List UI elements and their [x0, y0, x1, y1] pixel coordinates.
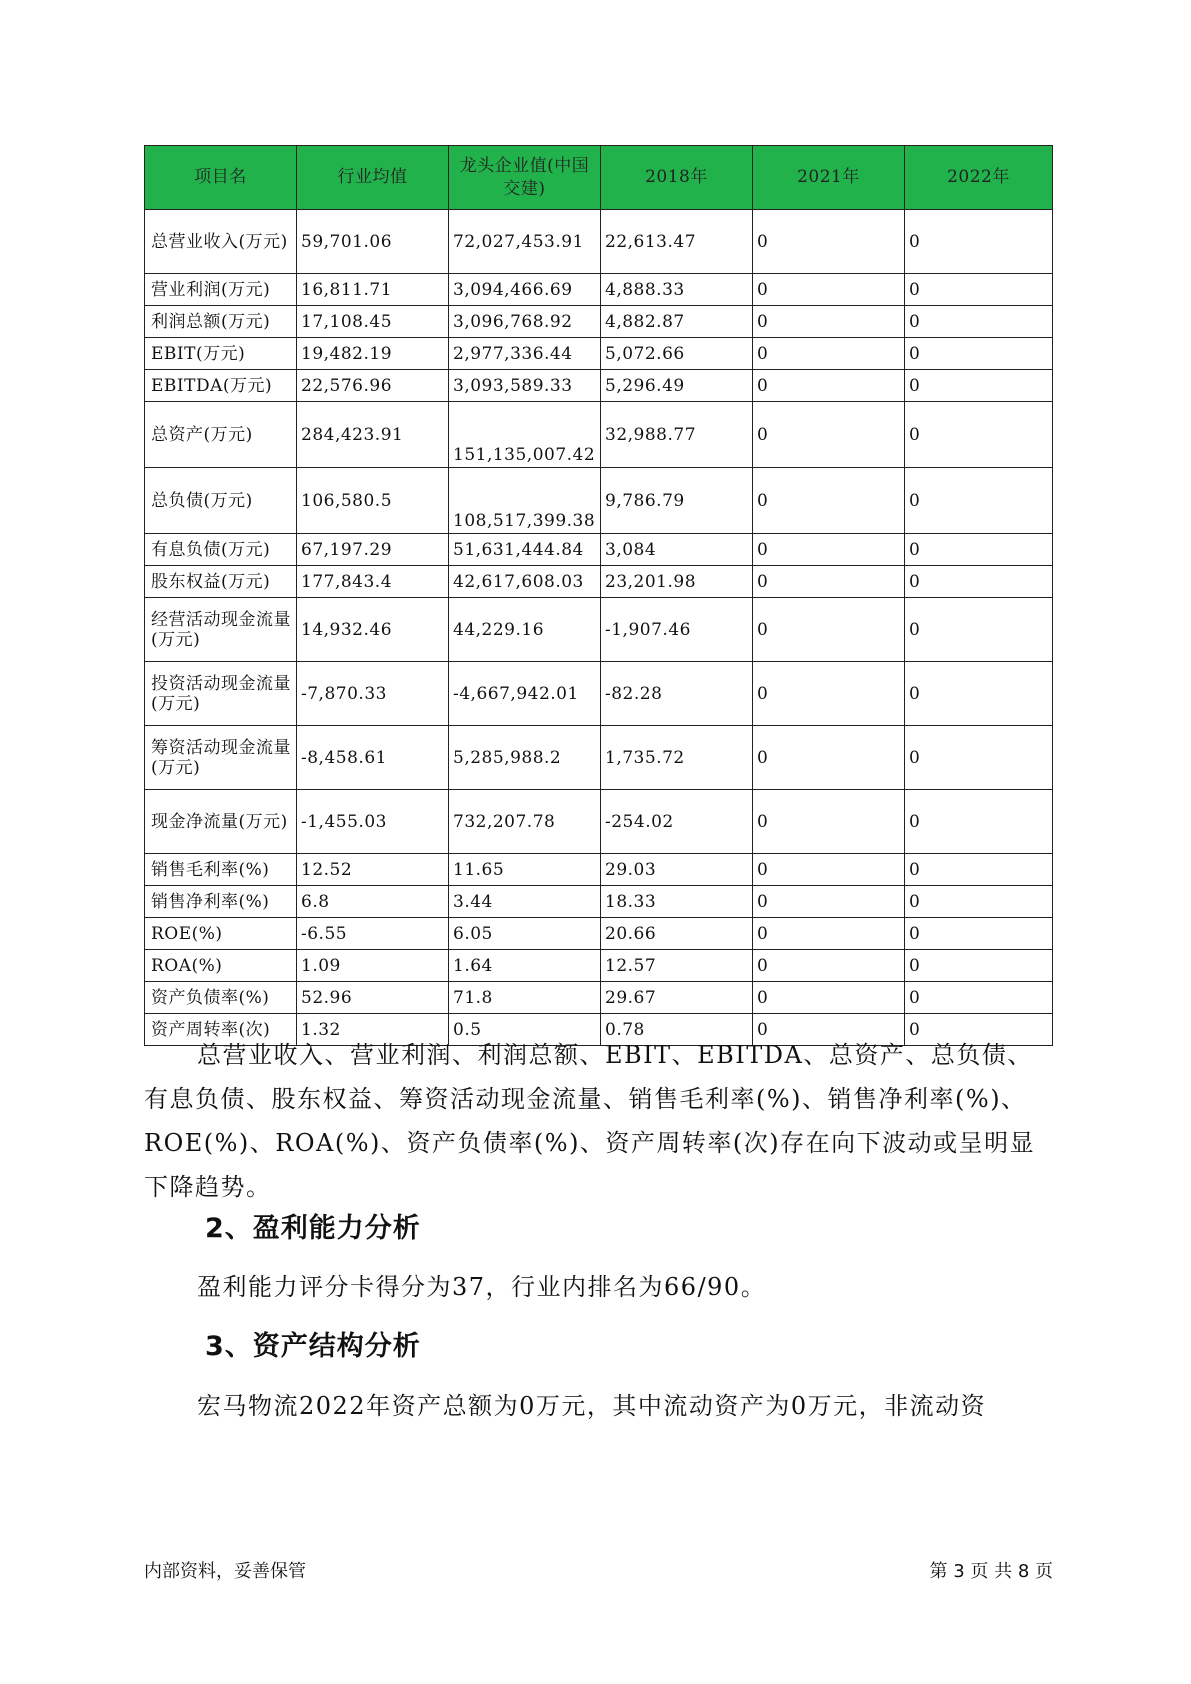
cell-value-2022: 0	[905, 886, 1053, 918]
cell-item-name: 资产负债率(%)	[145, 982, 297, 1014]
cell-value-2018: 29.03	[601, 854, 753, 886]
cell-industry-average: 59,701.06	[297, 210, 449, 274]
cell-leader-value: 3.44	[449, 886, 601, 918]
cell-value-2021: 0	[753, 370, 905, 402]
cell-value-2018: 12.57	[601, 950, 753, 982]
cell-item-name: 资产周转率(次)	[145, 1014, 297, 1046]
cell-item-name: ROE(%)	[145, 918, 297, 950]
table-row	[145, 370, 1053, 402]
cell-value-2022: 0	[905, 468, 1053, 534]
cell-value-2022: 0	[905, 210, 1053, 274]
cell-value-2021: 0	[753, 790, 905, 854]
cell-industry-average: 1.09	[297, 950, 449, 982]
table-row	[145, 274, 1053, 306]
cell-value-2022: 0	[905, 370, 1053, 402]
cell-item-name: ROA(%)	[145, 950, 297, 982]
cell-value-2021: 0	[753, 306, 905, 338]
cell-leader-value: 44,229.16	[449, 598, 601, 662]
cell-item-name: 利润总额(万元)	[145, 306, 297, 338]
cell-industry-average: 12.52	[297, 854, 449, 886]
section-2-heading: 2、盈利能力分析	[205, 1213, 421, 1244]
cell-leader-value: 6.05	[449, 918, 601, 950]
cell-value-2018: 23,201.98	[601, 566, 753, 598]
cell-industry-average: 177,843.4	[297, 566, 449, 598]
cell-industry-average: 284,423.91	[297, 402, 449, 468]
cell-industry-average: 67,197.29	[297, 534, 449, 566]
cell-item-name: 筹资活动现金流量(万元)	[145, 726, 297, 790]
table-row	[145, 534, 1053, 566]
cell-industry-average: 106,580.5	[297, 468, 449, 534]
cell-item-name: 总营业收入(万元)	[145, 210, 297, 274]
cell-item-name: 投资活动现金流量(万元)	[145, 662, 297, 726]
cell-leader-value: 3,094,466.69	[449, 274, 601, 306]
cell-leader-value: 151,135,007.42	[449, 402, 601, 468]
cell-industry-average: 6.8	[297, 886, 449, 918]
cell-leader-value: 108,517,399.38	[449, 468, 601, 534]
cell-value-2022: 0	[905, 534, 1053, 566]
cell-item-name: EBIT(万元)	[145, 338, 297, 370]
cell-item-name: 营业利润(万元)	[145, 274, 297, 306]
table-row	[145, 982, 1053, 1014]
cell-value-2018: 18.33	[601, 886, 753, 918]
cell-item-name: 销售净利率(%)	[145, 886, 297, 918]
cell-value-2021: 0	[753, 598, 905, 662]
header-2018: 2018年	[601, 146, 753, 210]
cell-industry-average: -7,870.33	[297, 662, 449, 726]
cell-value-2018: -254.02	[601, 790, 753, 854]
cell-value-2022: 0	[905, 338, 1053, 370]
cell-leader-value: 732,207.78	[449, 790, 601, 854]
cell-value-2018: -1,907.46	[601, 598, 753, 662]
cell-value-2018: 9,786.79	[601, 468, 753, 534]
cell-value-2022: 0	[905, 950, 1053, 982]
header-leader-value: 龙头企业值(中国交建)	[449, 146, 601, 210]
cell-industry-average: 16,811.71	[297, 274, 449, 306]
cell-leader-value: 5,285,988.2	[449, 726, 601, 790]
cell-value-2022: 0	[905, 566, 1053, 598]
cell-item-name: 股东权益(万元)	[145, 566, 297, 598]
cell-industry-average: -6.55	[297, 918, 449, 950]
cell-leader-value: 3,093,589.33	[449, 370, 601, 402]
cell-value-2022: 0	[905, 274, 1053, 306]
cell-industry-average: -1,455.03	[297, 790, 449, 854]
cell-value-2021: 0	[753, 468, 905, 534]
cell-value-2021: 0	[753, 886, 905, 918]
cell-leader-value: 1.64	[449, 950, 601, 982]
cell-industry-average: 14,932.46	[297, 598, 449, 662]
cell-value-2021: 0	[753, 566, 905, 598]
table-row	[145, 918, 1053, 950]
cell-value-2018: 20.66	[601, 918, 753, 950]
cell-value-2022: 0	[905, 598, 1053, 662]
cell-value-2021: 0	[753, 338, 905, 370]
cell-leader-value: -4,667,942.01	[449, 662, 601, 726]
cell-value-2021: 0	[753, 402, 905, 468]
cell-value-2021: 0	[753, 534, 905, 566]
cell-leader-value: 0.5	[449, 1014, 601, 1046]
cell-value-2018: 5,072.66	[601, 338, 753, 370]
table-row	[145, 950, 1053, 982]
summary-paragraph: 总营业收入、营业利润、利润总额、EBIT、EBITDA、总资产、总负债、有息负债、股东权益、筹资活动现金流量、销售毛利率(%)、销售净利率(%)、ROE(%)、ROA(%)、资产负债率(%)、资产周转率(次)存在向下波动或呈明显下降趋势。	[144, 1041, 1036, 1201]
cell-value-2022: 0	[905, 662, 1053, 726]
table-row	[145, 854, 1053, 886]
table-row	[145, 468, 1053, 534]
header-industry-average: 行业均值	[297, 146, 449, 210]
header-item-name: 项目名	[145, 146, 297, 210]
cell-value-2022: 0	[905, 726, 1053, 790]
cell-value-2018: 32,988.77	[601, 402, 753, 468]
cell-value-2018: 4,882.87	[601, 306, 753, 338]
header-2022: 2022年	[905, 146, 1053, 210]
cell-item-name: 总负债(万元)	[145, 468, 297, 534]
cell-value-2018: 0.78	[601, 1014, 753, 1046]
table-header-row	[145, 146, 1053, 210]
cell-value-2022: 0	[905, 918, 1053, 950]
table-row	[145, 662, 1053, 726]
financial-comparison-table	[144, 145, 1053, 1046]
section-3-heading: 3、资产结构分析	[205, 1331, 421, 1362]
cell-leader-value: 51,631,444.84	[449, 534, 601, 566]
section-3-text: 宏马物流2022年资产总额为0万元，其中流动资产为0万元，非流动资	[197, 1392, 987, 1420]
cell-value-2018: 4,888.33	[601, 274, 753, 306]
cell-item-name: 有息负债(万元)	[145, 534, 297, 566]
cell-industry-average: 19,482.19	[297, 338, 449, 370]
cell-value-2021: 0	[753, 1014, 905, 1046]
cell-leader-value: 11.65	[449, 854, 601, 886]
cell-item-name: 销售毛利率(%)	[145, 854, 297, 886]
cell-value-2022: 0	[905, 402, 1053, 468]
table-row	[145, 306, 1053, 338]
header-2021: 2021年	[753, 146, 905, 210]
cell-value-2021: 0	[753, 210, 905, 274]
table-row	[145, 338, 1053, 370]
cell-value-2021: 0	[753, 274, 905, 306]
cell-value-2018: 3,084	[601, 534, 753, 566]
cell-industry-average: 1.32	[297, 1014, 449, 1046]
cell-value-2018: 29.67	[601, 982, 753, 1014]
cell-item-name: 经营活动现金流量(万元)	[145, 598, 297, 662]
cell-item-name: 总资产(万元)	[145, 402, 297, 468]
cell-value-2022: 0	[905, 790, 1053, 854]
table-row	[145, 402, 1053, 468]
cell-value-2021: 0	[753, 726, 905, 790]
cell-value-2022: 0	[905, 306, 1053, 338]
cell-leader-value: 42,617,608.03	[449, 566, 601, 598]
table-row	[145, 726, 1053, 790]
table-row	[145, 886, 1053, 918]
section-2-text: 盈利能力评分卡得分为37，行业内排名为66/90。	[197, 1273, 767, 1301]
footer-confidential-note: 内部资料，妥善保管	[144, 1561, 306, 1582]
cell-value-2021: 0	[753, 918, 905, 950]
table-row	[145, 790, 1053, 854]
cell-industry-average: 22,576.96	[297, 370, 449, 402]
cell-item-name: EBITDA(万元)	[145, 370, 297, 402]
cell-leader-value: 71.8	[449, 982, 601, 1014]
cell-value-2022: 0	[905, 854, 1053, 886]
cell-value-2021: 0	[753, 950, 905, 982]
cell-value-2018: 22,613.47	[601, 210, 753, 274]
cell-value-2022: 0	[905, 1014, 1053, 1046]
footer-page-number: 第 3 页 共 8 页	[929, 1561, 1053, 1582]
cell-value-2021: 0	[753, 982, 905, 1014]
cell-value-2022: 0	[905, 982, 1053, 1014]
cell-industry-average: 17,108.45	[297, 306, 449, 338]
cell-value-2018: 1,735.72	[601, 726, 753, 790]
cell-leader-value: 72,027,453.91	[449, 210, 601, 274]
cell-industry-average: -8,458.61	[297, 726, 449, 790]
cell-leader-value: 2,977,336.44	[449, 338, 601, 370]
cell-value-2021: 0	[753, 854, 905, 886]
cell-value-2018: -82.28	[601, 662, 753, 726]
table-row	[145, 210, 1053, 274]
table-row	[145, 566, 1053, 598]
cell-item-name: 现金净流量(万元)	[145, 790, 297, 854]
cell-value-2021: 0	[753, 662, 905, 726]
cell-industry-average: 52.96	[297, 982, 449, 1014]
table-row	[145, 598, 1053, 662]
cell-leader-value: 3,096,768.92	[449, 306, 601, 338]
cell-value-2018: 5,296.49	[601, 370, 753, 402]
